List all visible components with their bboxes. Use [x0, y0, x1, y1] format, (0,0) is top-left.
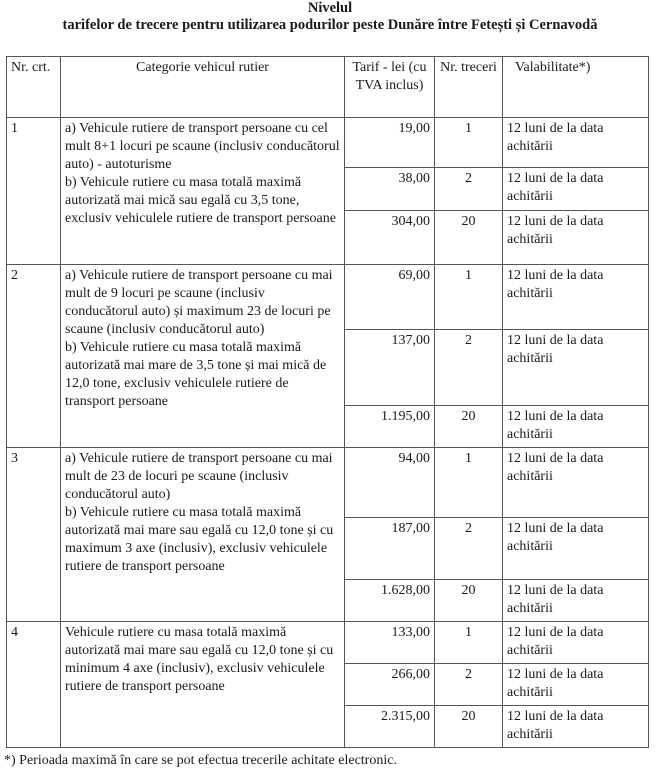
validity-cell: 12 luni de la data achitării [503, 518, 649, 580]
row-category [61, 622, 345, 748]
document-title-line-1: Nivelul [307, 0, 353, 16]
footnote: *) Perioada maximă în care se pot efectua trecerile achitate electronic. [4, 753, 397, 768]
tariff-cell: 133,00 [345, 622, 435, 664]
validity-cell: 12 luni de la data achitării [503, 664, 649, 706]
crossings-cell: 20 [435, 211, 503, 265]
crossings-cell: 1 [435, 622, 503, 664]
tariff-cell: 304,00 [345, 211, 435, 265]
tariff-cell: 137,00 [345, 330, 435, 406]
tariff-cell: 1.195,00 [345, 406, 435, 448]
table-header-row [7, 57, 649, 118]
row-nr: 2 [7, 265, 61, 448]
category-a: Vehicule rutiere cu masa totală maximă autorizată mai mare sau egală cu 12,0 tone și cu minimum 4 axe (inclusiv), exclusiv vehiculele rutiere de transport persoane [65, 625, 334, 694]
header-nr: Nr. crt. [7, 57, 61, 118]
validity-cell: 12 luni de la data achitării [503, 580, 649, 622]
tariff-cell: 266,00 [345, 664, 435, 706]
row-nr: 4 [7, 622, 61, 748]
header-category: Categorie vehicul rutier [61, 57, 345, 118]
row-category [61, 118, 345, 265]
validity-cell: 12 luni de la data achitării [503, 448, 649, 518]
tariff-cell: 69,00 [345, 265, 435, 330]
crossings-cell: 20 [435, 706, 503, 748]
crossings-cell: 1 [435, 448, 503, 518]
table-row [7, 265, 649, 330]
validity-cell: 12 luni de la data achitării [503, 211, 649, 265]
crossings-cell: 2 [435, 330, 503, 406]
table-row [7, 448, 649, 518]
category-a: a) Vehicule rutiere de transport persoane cu mai mult de 23 de locuri pe scaune (inclusiv conducătorul auto) [65, 451, 333, 502]
crossings-cell: 2 [435, 518, 503, 580]
category-b: b) Vehicule rutiere cu masa totală maximă autorizată mai mare sau egală cu 12,0 tone și cu maximum 3 axe (inclusiv), exclusiv vehiculele rutiere de transport persoane [65, 505, 334, 574]
row-category [61, 265, 345, 448]
table-row [7, 622, 649, 664]
crossings-cell: 20 [435, 406, 503, 448]
row-nr: 1 [7, 118, 61, 265]
header-validity: Valabilitate*) [503, 57, 649, 118]
crossings-cell: 2 [435, 168, 503, 211]
document-title-line-2: tarifelor de trecere pentru utilizarea podurilor peste Dunăre între Fetești și Cernavodă [62, 17, 598, 33]
validity-cell: 12 luni de la data achitării [503, 622, 649, 664]
validity-cell: 12 luni de la data achitării [503, 406, 649, 448]
crossings-cell: 20 [435, 580, 503, 622]
category-b: b) Vehicule rutiere cu masa totală maximă autorizată mai mică sau egală cu 3,5 tone, exclusiv vehiculele rutiere de transport persoane [65, 175, 336, 226]
crossings-cell: 2 [435, 664, 503, 706]
row-nr: 3 [7, 448, 61, 622]
category-a: a) Vehicule rutiere de transport persoane cu cel mult 8+1 locuri pe scaune (inclusiv conducătorul auto) - autoturisme [65, 121, 340, 172]
tariff-cell: 2.315,00 [345, 706, 435, 748]
tariff-cell: 1.628,00 [345, 580, 435, 622]
crossings-cell: 1 [435, 118, 503, 168]
table-row [7, 118, 649, 168]
validity-cell: 12 luni de la data achitării [503, 706, 649, 748]
validity-cell: 12 luni de la data achitării [503, 118, 649, 168]
tariff-cell: 38,00 [345, 168, 435, 211]
category-a: a) Vehicule rutiere de transport persoane cu mai mult de 9 locuri pe scaune (inclusiv conducătorul auto) și maximum 23 de locuri pe scaune (inclusiv conducătorul auto) [65, 268, 333, 337]
header-crossings: Nr. treceri [435, 57, 503, 118]
tariff-cell: 94,00 [345, 448, 435, 518]
validity-cell: 12 luni de la data achitării [503, 168, 649, 211]
tariff-cell: 19,00 [345, 118, 435, 168]
tariff-table [6, 56, 649, 748]
crossings-cell: 1 [435, 265, 503, 330]
validity-cell: 12 luni de la data achitării [503, 330, 649, 406]
row-category [61, 448, 345, 622]
tariff-cell: 187,00 [345, 518, 435, 580]
validity-cell: 12 luni de la data achitării [503, 265, 649, 330]
header-tariff: Tarif - lei (cu TVA inclus) [345, 57, 435, 118]
category-b: b) Vehicule rutiere cu masa totală maximă autorizată mai mare de 3,5 tone și mai mică de 12,0 tone, exclusiv vehiculele rutiere de transport persoane [65, 340, 327, 409]
